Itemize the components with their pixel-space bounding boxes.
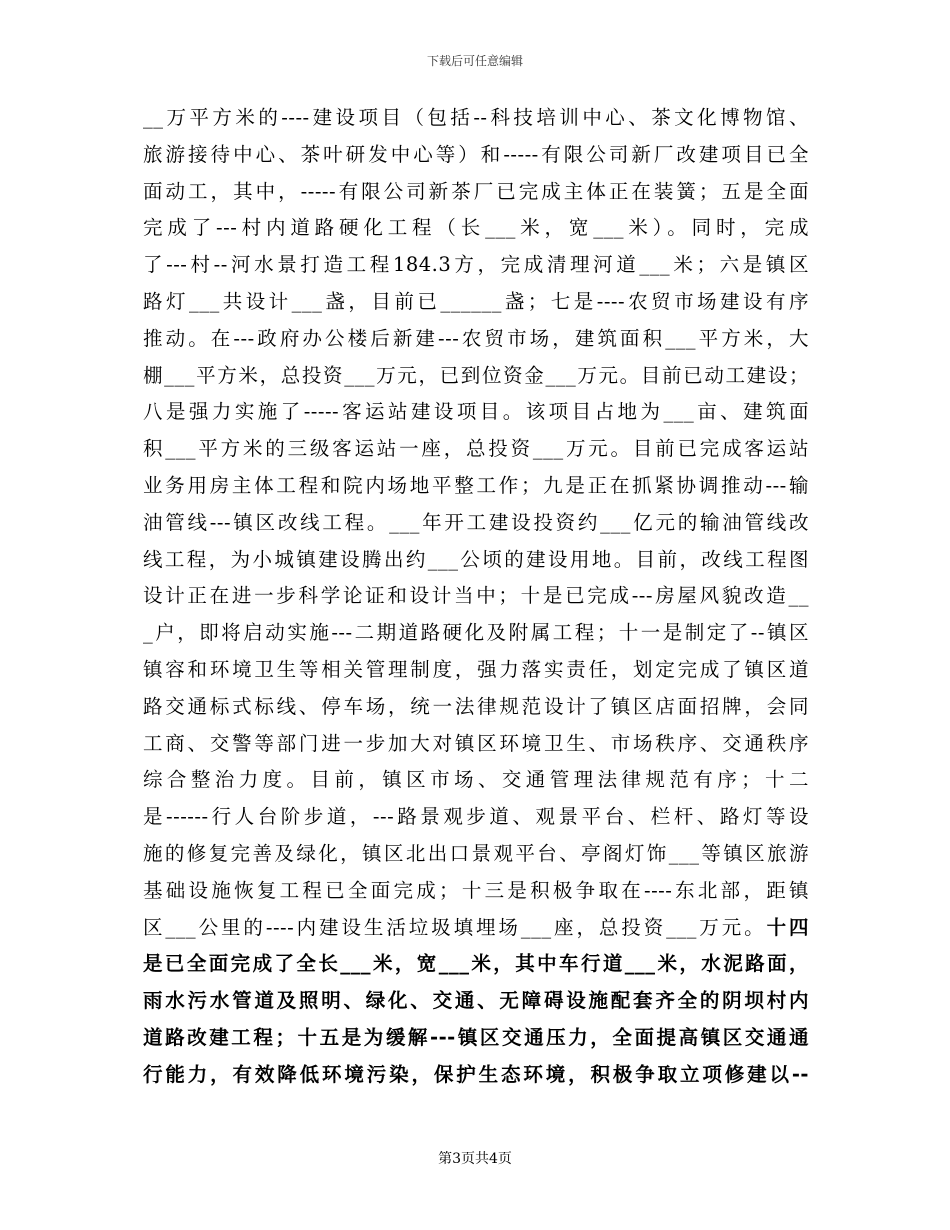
text-line: 施的修复完善及绿化，镇区北出口景观平台、亭阁灯饰___等镇区旅游 [143, 841, 809, 865]
text-line: 积___平方米的三级客运站一座，总投资___万元。目前已完成客运站 [143, 437, 809, 461]
text-line: 旅游接待中心、茶叶研发中心等）和-----有限公司新厂改建项目已全 [143, 142, 809, 166]
text-line: 八是强力实施了-----客运站建设项目。该项目占地为___亩、建筑面 [143, 400, 809, 424]
text-line: 了---村--河水景打造工程184.3方，完成清理河道___米；六是镇区 [143, 253, 809, 277]
text-line: 工商、交警等部门进一步加大对镇区环境卫生、市场秩序、交通秩序 [143, 731, 809, 755]
text-line: 镇容和环境卫生等相关管理制度，强力落实责任，划定完成了镇区道 [143, 657, 809, 681]
text-line-bold: 雨水污水管道及照明、绿化、交通、无障碍设施配套齐全的阴坝村内 [143, 989, 809, 1013]
text-line: 棚___平方米，总投资___万元，已到位资金___万元。目前已动工建设； [143, 363, 809, 387]
text-line: _户，即将启动实施---二期道路硬化及附属工程；十一是制定了--镇区 [143, 621, 809, 645]
text-line: __万平方米的----建设项目（包括--科技培训中心、茶文化博物馆、 [143, 106, 809, 129]
text-line: 基础设施恢复工程已全面完成；十三是积极争取在----东北部，距镇 [143, 878, 809, 902]
text-line: 业务用房主体工程和院内场地平整工作；九是正在抓紧协调推动---输 [143, 473, 809, 497]
text-line: 线工程，为小城镇建设腾出约___公顷的建设用地。目前，改线工程图 [143, 547, 809, 571]
text-line: 推动。在---政府办公楼后新建---农贸市场，建筑面积___平方米，大 [143, 326, 809, 350]
text-line-mixed [143, 910, 809, 947]
text-line-bold: 行能力，有效降低环境污染，保护生态环境，积极争取立项修建以-- [143, 1062, 809, 1086]
text-line: 是------行人台阶步道，---路景观步道、观景平台、栏杆、路灯等设 [143, 805, 809, 829]
text-span-bold: 十四 [766, 915, 809, 939]
body-text [143, 100, 809, 1094]
text-line: 路交通标式标线、停车场，统一法律规范设计了镇区店面招牌，会同 [143, 694, 809, 718]
text-line: 完成了---村内道路硬化工程（长___米，宽___米）。同时，完成 [143, 216, 809, 240]
text-line: 油管线---镇区改线工程。___年开工建设投资约___亿元的输油管线改 [143, 510, 809, 534]
page-footer: 第3页共4页 [438, 1151, 512, 1167]
text-line: 设计正在进一步科学论证和设计当中；十是已完成---房屋风貌改造__ [143, 584, 809, 608]
text-line: 面动工，其中，-----有限公司新茶厂已完成主体正在装簧；五是全面 [143, 179, 809, 203]
text-line: 综合整治力度。目前，镇区市场、交通管理法律规范有序；十二 [143, 768, 809, 792]
text-line-bold: 道路改建工程；十五是为缓解---镇区交通压力，全面提高镇区交通通 [143, 1025, 809, 1049]
text-span-regular: 区___公里的----内建设生活垃圾填埋场___座，总投资___万元。 [143, 915, 767, 939]
page-header: 下载后可任意编辑 [426, 54, 523, 68]
text-line-bold: 是已全面完成了全长___米，宽___米，其中车行道___米，水泥路面， [143, 952, 809, 976]
text-line: 路灯___共设计___盏，目前已______盏；七是----农贸市场建设有序 [143, 289, 809, 313]
